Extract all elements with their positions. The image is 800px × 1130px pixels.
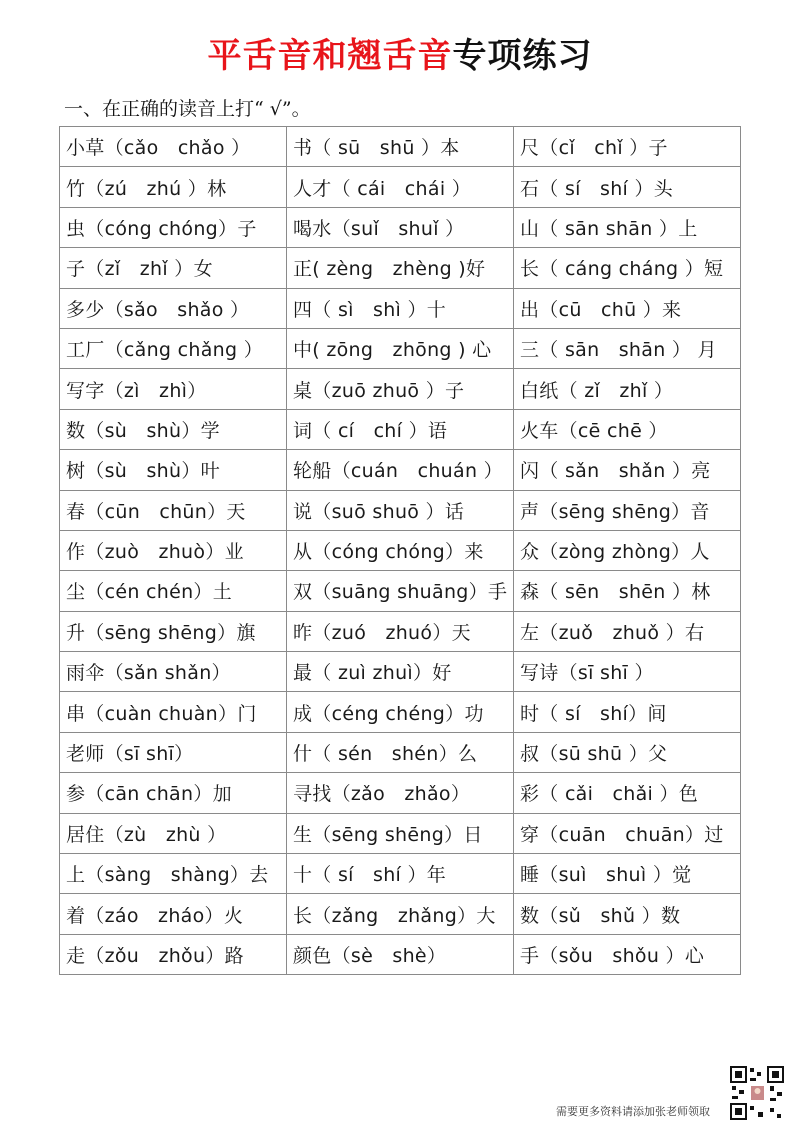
- exercise-cell[interactable]: 什（ sén shén）么: [287, 732, 514, 772]
- exercise-cell[interactable]: 长（ cáng cháng ）短: [514, 248, 741, 288]
- exercise-cell[interactable]: 十（ sí shí ）年: [287, 854, 514, 894]
- exercise-cell[interactable]: 三（ sān shān ） 月: [514, 328, 741, 368]
- table-row: [60, 127, 741, 167]
- exercise-cell[interactable]: 成（céng chéng）功: [287, 692, 514, 732]
- table-row: [60, 530, 741, 570]
- exercise-cell[interactable]: 昨（zuó zhuó）天: [287, 611, 514, 651]
- qr-code-icon: [730, 1066, 784, 1120]
- exercise-cell[interactable]: 多少（sǎo shǎo ）: [60, 288, 287, 328]
- exercise-cell[interactable]: 串（cuàn chuàn）门: [60, 692, 287, 732]
- exercise-cell[interactable]: 写诗（sī shī ）: [514, 652, 741, 692]
- exercise-cell[interactable]: 叔（sū shū ）父: [514, 732, 741, 772]
- exercise-cell[interactable]: 居住（zù zhù ）: [60, 813, 287, 853]
- exercise-cell[interactable]: 工厂（cǎng chǎng ）: [60, 328, 287, 368]
- exercise-cell[interactable]: 作（zuò zhuò）业: [60, 530, 287, 570]
- exercise-cell[interactable]: 火车（cē chē ）: [514, 409, 741, 449]
- exercise-cell[interactable]: 竹（zú zhú ）林: [60, 167, 287, 207]
- table-row: [60, 854, 741, 894]
- exercise-cell[interactable]: 参（cān chān）加: [60, 773, 287, 813]
- table-row: [60, 167, 741, 207]
- table-row: [60, 369, 741, 409]
- table-row: [60, 692, 741, 732]
- exercise-cell[interactable]: 子（zǐ zhǐ ）女: [60, 248, 287, 288]
- table-row: [60, 248, 741, 288]
- exercise-cell[interactable]: 出（cū chū ）来: [514, 288, 741, 328]
- instruction-text: 一、在正确的读音上打“ √”。: [64, 98, 311, 120]
- exercise-cell[interactable]: 石（ sí shí ）头: [514, 167, 741, 207]
- exercise-cell[interactable]: 书（ sū shū ）本: [287, 127, 514, 167]
- exercise-cell[interactable]: 人才（ cái chái ）: [287, 167, 514, 207]
- exercise-cell[interactable]: 小草（cǎo chǎo ）: [60, 127, 287, 167]
- exercise-cell[interactable]: 轮船（cuán chuán ）: [287, 450, 514, 490]
- exercise-cell[interactable]: 上（sàng shàng）去: [60, 854, 287, 894]
- exercise-cell[interactable]: 着（záo zháo）火: [60, 894, 287, 934]
- exercise-cell[interactable]: 尺（cǐ chǐ ）子: [514, 127, 741, 167]
- exercise-cell[interactable]: 睡（suì shuì ）觉: [514, 854, 741, 894]
- exercise-cell[interactable]: 写字（zì zhì）: [60, 369, 287, 409]
- footer-note: 需要更多资料请添加张老师领取: [556, 1105, 710, 1118]
- exercise-cell[interactable]: 森（ sēn shēn ）林: [514, 571, 741, 611]
- exercise-cell[interactable]: 山（ sān shān ）上: [514, 207, 741, 247]
- exercise-cell[interactable]: 四（ sì shì ）十: [287, 288, 514, 328]
- exercise-cell[interactable]: 双（suāng shuāng）手: [287, 571, 514, 611]
- exercise-cell[interactable]: 中( zōng zhōng ) 心: [287, 328, 514, 368]
- exercise-cell[interactable]: 雨伞（sǎn shǎn）: [60, 652, 287, 692]
- exercise-cell[interactable]: 寻找（zǎo zhǎo）: [287, 773, 514, 813]
- table-row: [60, 934, 741, 974]
- exercise-cell[interactable]: 长（zǎng zhǎng）大: [287, 894, 514, 934]
- exercise-cell[interactable]: 春（cūn chūn）天: [60, 490, 287, 530]
- exercise-cell[interactable]: 左（zuǒ zhuǒ ）右: [514, 611, 741, 651]
- exercise-cell[interactable]: 从（cóng chóng）来: [287, 530, 514, 570]
- exercise-cell[interactable]: 众（zòng zhòng）人: [514, 530, 741, 570]
- title-red-part: 平舌音和翘舌音: [207, 36, 453, 76]
- exercise-cell[interactable]: 桌（zuō zhuō ）子: [287, 369, 514, 409]
- exercise-cell[interactable]: 彩（ cǎi chǎi ）色: [514, 773, 741, 813]
- table-row: [60, 328, 741, 368]
- exercise-cell[interactable]: 树（sù shù）叶: [60, 450, 287, 490]
- table-row: [60, 732, 741, 772]
- pinyin-exercise-table: [59, 126, 741, 975]
- exercise-cell[interactable]: 时（ sí shí）间: [514, 692, 741, 732]
- table-row: [60, 773, 741, 813]
- exercise-cell[interactable]: 走（zǒu zhǒu）路: [60, 934, 287, 974]
- exercise-cell[interactable]: 数（sǔ shǔ ）数: [514, 894, 741, 934]
- table-row: [60, 207, 741, 247]
- exercise-cell[interactable]: 数（sù shù）学: [60, 409, 287, 449]
- exercise-cell[interactable]: 虫（cóng chóng）子: [60, 207, 287, 247]
- table-row: [60, 652, 741, 692]
- exercise-cell[interactable]: 说（suō shuō ）话: [287, 490, 514, 530]
- table-row: [60, 894, 741, 934]
- exercise-cell[interactable]: 声（sēng shēng）音: [514, 490, 741, 530]
- exercise-cell[interactable]: 喝水（suǐ shuǐ ）: [287, 207, 514, 247]
- exercise-cell[interactable]: 生（sēng shēng）日: [287, 813, 514, 853]
- table-row: [60, 409, 741, 449]
- exercise-cell[interactable]: 闪（ sǎn shǎn ）亮: [514, 450, 741, 490]
- exercise-cell[interactable]: 升（sēng shēng）旗: [60, 611, 287, 651]
- exercise-cell[interactable]: 老师（sī shī）: [60, 732, 287, 772]
- exercise-cell[interactable]: 正( zèng zhèng )好: [287, 248, 514, 288]
- table-row: [60, 611, 741, 651]
- exercise-cell[interactable]: 白纸（ zǐ zhǐ ）: [514, 369, 741, 409]
- page-title: [0, 28, 800, 77]
- table-row: [60, 571, 741, 611]
- table-row: [60, 490, 741, 530]
- exercise-cell[interactable]: 尘（cén chén）土: [60, 571, 287, 611]
- table-row: [60, 288, 741, 328]
- title-black-part: 专项练习: [452, 36, 593, 76]
- exercise-cell[interactable]: 词（ cí chí ）语: [287, 409, 514, 449]
- exercise-cell[interactable]: 手（sǒu shǒu ）心: [514, 934, 741, 974]
- exercise-cell[interactable]: 颜色（sè shè）: [287, 934, 514, 974]
- table-row: [60, 450, 741, 490]
- table-row: [60, 813, 741, 853]
- exercise-cell[interactable]: 最（ zuì zhuì）好: [287, 652, 514, 692]
- exercise-cell[interactable]: 穿（cuān chuān）过: [514, 813, 741, 853]
